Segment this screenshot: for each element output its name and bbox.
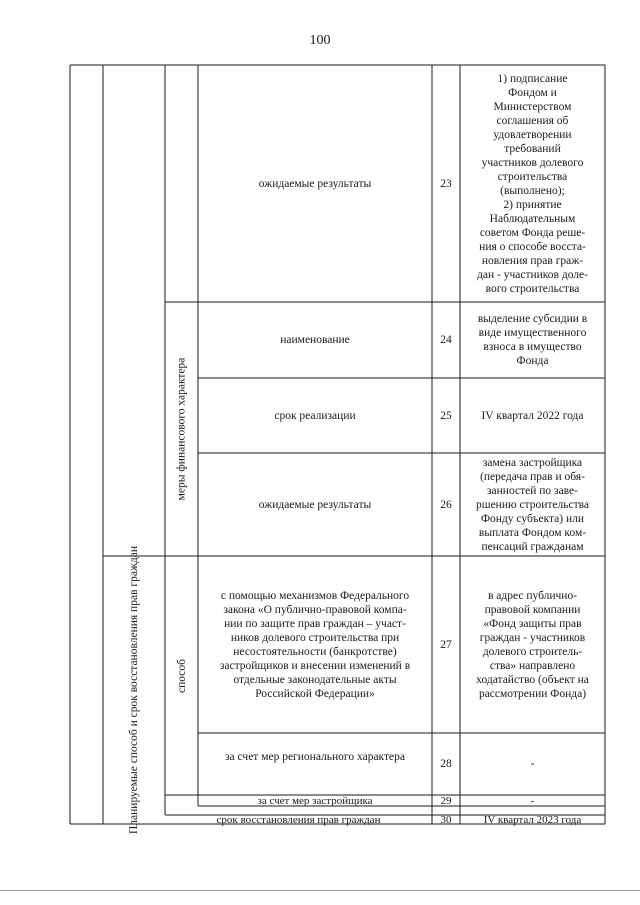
row-25-label: срок реализации <box>274 409 356 422</box>
page-number: 100 <box>309 33 331 48</box>
row-29-value: - <box>530 794 535 807</box>
row-27-label: с помощью механизмов Федерального закона «О публично-правовой компа- нии по защите прав граждан – участ- ников долевого строительства при несостоятельности (банкротстве) застройщиков и внесении изменений в отдельные законодательные акты Российской Федерации» <box>219 589 411 700</box>
vertical-label-method <box>165 556 198 795</box>
row-28-number: 28 <box>440 758 452 770</box>
row-25-value: IV квартал 2022 года <box>481 409 584 422</box>
row-26-value: замена застройщика (передача прав и обя- занностей по заве- ршению строительства Фонду субъекта) или выплата Фондом ком- пенсаций гражданам <box>475 456 590 553</box>
vertical-label-financial-text: меры финансового характера <box>175 357 188 501</box>
row-23-label: ожидаемые результаты <box>258 177 372 190</box>
row-30-label: срок восстановления прав граждан <box>216 813 381 826</box>
row-27-number: 27 <box>440 638 452 651</box>
vertical-label-planned-text: Планируемые способ и срок восстановления прав граждан <box>128 545 140 835</box>
page-bottom-rule <box>0 890 640 891</box>
row-24-value: выделение субсидии в виде имущественного взноса в имущество Фонда <box>477 313 588 367</box>
row-28-label: за счет мер регионального характера <box>225 751 405 763</box>
vertical-label-financial <box>165 302 198 556</box>
row-29-number: 29 <box>440 794 452 807</box>
vertical-label-planned <box>103 545 165 835</box>
row-30-number: 30 <box>440 813 452 826</box>
row-27-value: в адрес публично- правовой компании «Фонд защиты прав граждан - участников долевого строитель- ства» направлено ходатайство (объект на рассмотрении Фонда) <box>476 589 589 700</box>
row-24-label: наименование <box>280 334 350 346</box>
row-24-number: 24 <box>440 334 452 346</box>
row-26-label: ожидаемые результаты <box>258 498 372 511</box>
row-23-value: 1) подписание Фондом и Министерством соглашения об удовлетворении требований участников долевого строительства (выполнено); 2) принятие Наблюдательным советом Фонда реше- ния о способе восста- новления прав граж- дан - участников доле- вого строительства <box>477 72 588 295</box>
row-25-number: 25 <box>440 409 452 422</box>
row-28-value: - <box>530 758 535 770</box>
row-29-label: за счет мер застройщика <box>257 794 373 807</box>
vertical-label-method-text: способ <box>175 658 188 693</box>
row-30-value: IV квартал 2023 года <box>483 813 582 826</box>
row-26-number: 26 <box>440 498 452 511</box>
row-23-number: 23 <box>440 177 452 190</box>
